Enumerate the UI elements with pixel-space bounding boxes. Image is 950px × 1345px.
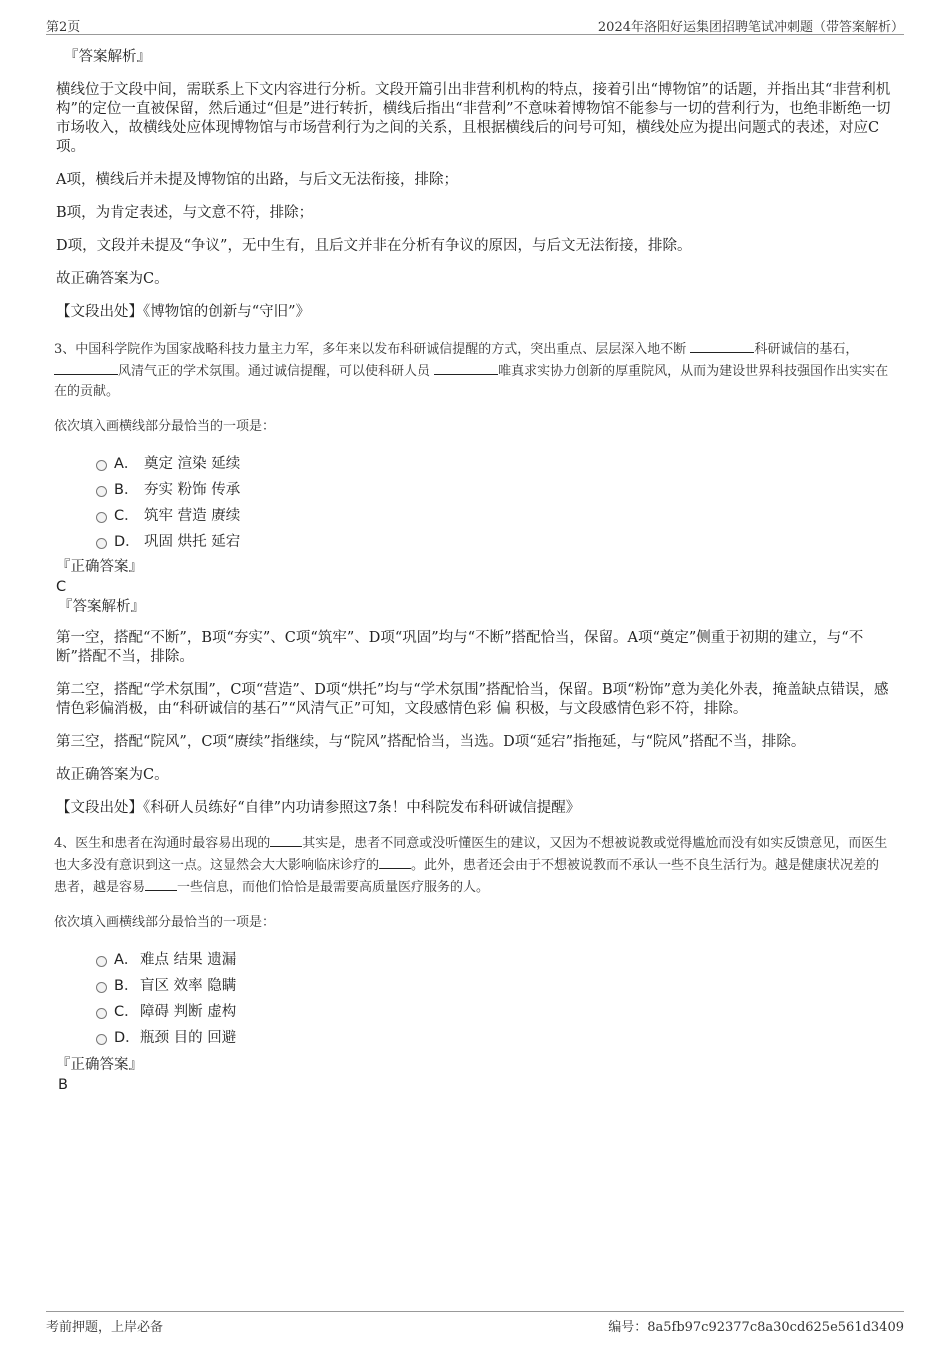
option-letter: C． — [114, 1004, 139, 1020]
q3-blank-3 — [434, 360, 498, 375]
q4-answer-label: 『正确答案』 — [56, 1057, 143, 1073]
option-text: 夯实 粉饰 传承 — [144, 482, 241, 498]
q4-stem-part-3: 。此外，患者还会由于不想被说教而不承认一些不良生活行为。越是健康状况差的患者，越是容易 — [54, 858, 880, 895]
q4-stem-part-4: 一些信息，而他们恰恰是最需要高质量医疗服务的人。 — [177, 880, 490, 895]
q3-option-d[interactable] — [56, 529, 892, 555]
q3-option-c[interactable] — [56, 503, 892, 529]
q4-blank-1 — [270, 832, 302, 847]
radio-button[interactable] — [96, 956, 107, 967]
radio-button[interactable] — [96, 1034, 107, 1045]
option-letter: C． — [114, 508, 139, 524]
q2-source: 【文段出处】《博物馆的创新与“守旧”》 — [56, 304, 311, 320]
q2-analysis-p3: B项，为肯定表述，与文意不符，排除； — [56, 205, 314, 221]
q4-option-a[interactable] — [56, 947, 892, 973]
option-letter: B． — [114, 978, 139, 994]
q3-answer-label: 『正确答案』 — [56, 559, 143, 575]
q4-prompt: 依次填入画横线部分最恰当的一项是： — [54, 915, 276, 930]
option-text: 奠定 渲染 延续 — [144, 456, 241, 472]
q3-stem-part-1: 3、中国科学院作为国家战略科技力量主力军，多年来以发布科研诚信提醒的方式，突出重点、层层深入地不断 — [54, 342, 687, 357]
option-text: 障碍 判断 虚构 — [140, 1004, 237, 1020]
radio-button[interactable] — [96, 512, 107, 523]
q4-stem-part-2: 其实是，患者不同意或没听懂医生的建议，又因为不想被说教或觉得尴尬而没有如实反馈意见，而医生也大多没有意识到这一点。这显然会大大影响临床诊疗的 — [54, 836, 888, 873]
q3-analysis-p1: 第一空，搭配“不断”，B项“夯实”、C项“筑牢”、D项“巩固”均与“不断”搭配恰当，保留。A项“奠定”侧重于初期的建立，与“不断”搭配不当，排除。 — [56, 630, 864, 665]
q4-stem-part-1: 4、医生和患者在沟通时最容易出现的 — [54, 836, 271, 851]
q3-stem-part-2: 科研诚信的基石， — [754, 342, 859, 357]
q4-option-c[interactable] — [56, 999, 892, 1025]
option-text: 难点 结果 遗漏 — [140, 952, 237, 968]
q3-answer: C — [56, 579, 67, 595]
q3-option-a[interactable] — [56, 451, 892, 477]
q4-answer: B — [58, 1077, 68, 1093]
radio-button[interactable] — [96, 538, 107, 549]
option-text: 瓶颈 目的 回避 — [140, 1030, 237, 1046]
option-letter: A． — [114, 456, 139, 472]
q3-source: 【文段出处】《科研人员练好“自律”内功请参照这7条！中科院发布科研诚信提醒》 — [56, 800, 581, 816]
option-letter: D． — [114, 1030, 140, 1046]
document-title: 2024年洛阳好运集团招聘笔试冲刺题（带答案解析） — [597, 20, 904, 35]
q2-analysis-p5: 故正确答案为C。 — [56, 271, 169, 287]
q3-analysis-p4: 故正确答案为C。 — [56, 767, 169, 783]
q4-blank-3 — [145, 876, 177, 891]
option-letter: A． — [114, 952, 139, 968]
option-text: 盲区 效率 隐瞒 — [140, 978, 237, 994]
page-header — [46, 14, 904, 35]
q3-stem-part-3: 风清气正的学术氛围。通过诚信提醒，可以使科研人员 — [118, 364, 431, 379]
q3-prompt: 依次填入画横线部分最恰当的一项是： — [54, 419, 276, 434]
document-code: 编号：8a5fb97c92377c8a30cd625e561d3409 — [608, 1320, 904, 1335]
option-letter: B． — [114, 482, 139, 498]
option-text: 巩固 烘托 延宕 — [144, 534, 241, 550]
radio-button[interactable] — [96, 1008, 107, 1019]
q3-blank-1 — [690, 338, 754, 353]
q2-analysis-label: 『答案解析』 — [64, 49, 151, 65]
q3-stem — [54, 338, 892, 402]
radio-button[interactable] — [96, 460, 107, 471]
q4-option-b[interactable] — [56, 973, 892, 999]
q3-stem-part-4: 唯真求实协力创新的厚重院风，从而为建设世界科技强国作出实实在在的贡献。 — [54, 364, 889, 399]
q4-blank-2 — [379, 854, 411, 869]
q4-stem — [54, 832, 892, 898]
q3-analysis-p2: 第二空，搭配“学术氛围”，C项“营造”、D项“烘托”均与“学术氛围”搭配恰当，保留。B项“粉饰”意为美化外表，掩盖缺点错误，感情色彩偏消极，由“科研诚信的基石”“风清气正”可知，文段感情色彩 偏 积极，与文段感情色彩不符，排除。 — [56, 682, 889, 717]
q2-analysis-p2: A项，横线后并未提及博物馆的出路，与后文无法衔接，排除； — [56, 172, 458, 188]
q3-option-b[interactable] — [56, 477, 892, 503]
q4-options — [56, 947, 892, 1051]
option-letter: D． — [114, 534, 140, 550]
q2-analysis-p1: 横线位于文段中间，需联系上下文内容进行分析。文段开篇引出非营利机构的特点，接着引出“博物馆”的话题，并指出其“非营利机构”的定位一直被保留，然后通过“但是”进行转折，横线后指出“非营利”不意味着博物馆不能参与一切的营利行为，也绝非断绝一切市场收入，故横线处应体现博物馆与市场营利行为之间的关系，且根据横线后的问号可知，横线处应为提出问题式的表述，对应C项。 — [56, 82, 891, 155]
footer-slogan: 考前押题，上岸必备 — [46, 1320, 164, 1335]
q3-analysis-p3: 第三空，搭配“院风”，C项“赓续”指继续，与“院风”搭配恰当，当选。D项“延宕”指拖延，与“院风”搭配不当，排除。 — [56, 734, 806, 750]
page-content — [56, 47, 892, 1095]
q3-analysis-label: 『答案解析』 — [58, 599, 145, 615]
page-number: 第2页 — [46, 20, 81, 35]
page-footer — [46, 1311, 904, 1338]
q2-analysis-p4: D项，文段并未提及“争议”，无中生有，且后文并非在分析有争议的原因，与后文无法衔接，排除。 — [56, 238, 692, 254]
q3-options — [56, 451, 892, 555]
radio-button[interactable] — [96, 486, 107, 497]
option-text: 筑牢 营造 赓续 — [144, 508, 241, 524]
q4-option-d[interactable] — [56, 1025, 892, 1051]
radio-button[interactable] — [96, 982, 107, 993]
q3-blank-2 — [54, 360, 118, 375]
